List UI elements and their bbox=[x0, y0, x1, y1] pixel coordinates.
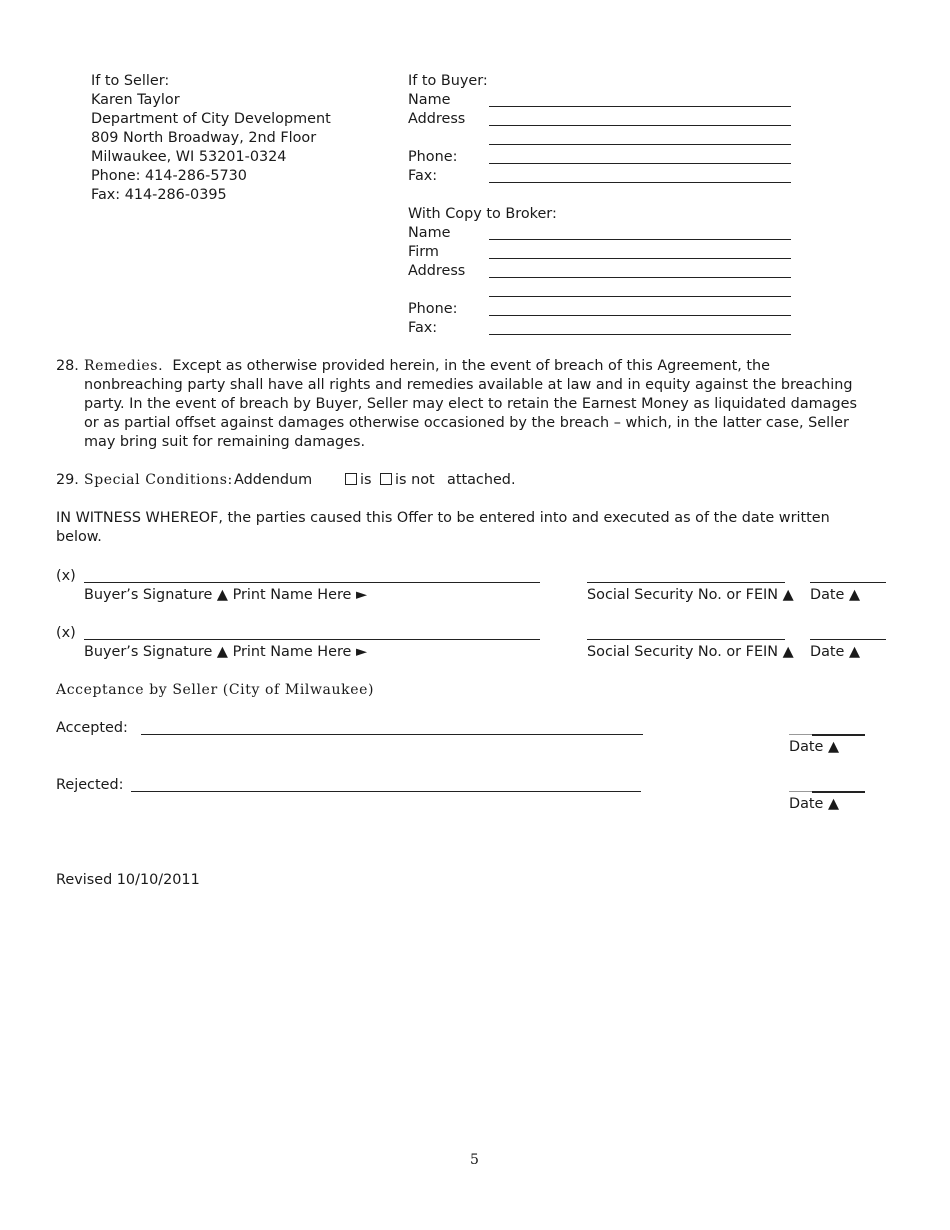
page-number: 5 bbox=[470, 1152, 479, 1168]
accepted-label: Accepted: bbox=[56, 720, 128, 736]
date-field-2[interactable] bbox=[810, 639, 886, 640]
section-29-title: Special Conditions: bbox=[84, 472, 233, 488]
section-28-text-2: nonbreaching party shall have all rights and remedies available at law and in equity against the breaching bbox=[84, 377, 853, 393]
rejected-date-label: Date ▲ bbox=[789, 796, 840, 812]
date-label-2: Date ▲ bbox=[810, 644, 861, 660]
option-is-not-label: is not bbox=[395, 472, 435, 488]
section-28-text-1: Except as otherwise provided herein, in the event of breach of this Agreement, the bbox=[172, 358, 771, 374]
section-29-number: 29. bbox=[56, 472, 79, 488]
broker-heading: With Copy to Broker: bbox=[408, 206, 557, 222]
broker-address-field-2[interactable] bbox=[489, 296, 791, 297]
section-28-first-line bbox=[84, 357, 770, 376]
attached-label: attached. bbox=[447, 472, 516, 488]
buyer-signature-label-1: Buyer’s Signature ▲ Print Name Here ► bbox=[84, 587, 368, 603]
buyer-name-label: Name bbox=[408, 92, 451, 108]
buyer-name-field[interactable] bbox=[489, 106, 791, 107]
section-28-text-5: may bring suit for remaining damages. bbox=[84, 434, 366, 450]
buyer-address-label: Address bbox=[408, 111, 466, 127]
acceptance-heading: Acceptance by Seller (City of Milwaukee) bbox=[56, 682, 375, 698]
rejected-date-field[interactable] bbox=[812, 791, 865, 793]
checkbox-is[interactable] bbox=[345, 473, 357, 485]
addendum-label: Addendum bbox=[234, 472, 313, 488]
date-field-1[interactable] bbox=[810, 582, 886, 583]
accepted-date-field[interactable] bbox=[812, 734, 865, 736]
signature-prefix-2: (x) bbox=[56, 625, 76, 641]
broker-address-field-1[interactable] bbox=[489, 277, 791, 278]
buyer-signature-field-1[interactable] bbox=[84, 582, 540, 583]
broker-name-field[interactable] bbox=[489, 239, 791, 240]
section-28-text-3: party. In the event of breach by Buyer, Seller may elect to retain the Earnest Money as liquidated damages bbox=[84, 396, 857, 412]
seller-fax: Fax: 414-286-0395 bbox=[91, 187, 227, 203]
buyer-heading: If to Buyer: bbox=[408, 73, 488, 89]
ssn-label-2: Social Security No. or FEIN ▲ bbox=[587, 644, 794, 660]
checkbox-is-not[interactable] bbox=[380, 473, 392, 485]
witness-line-2: below. bbox=[56, 529, 102, 545]
broker-phone-field[interactable] bbox=[489, 315, 791, 316]
broker-address-label: Address bbox=[408, 263, 466, 279]
seller-phone: Phone: 414-286-5730 bbox=[91, 168, 247, 184]
buyer-address-field-1[interactable] bbox=[489, 125, 791, 126]
section-28-title: Remedies. bbox=[84, 358, 164, 374]
seller-department: Department of City Development bbox=[91, 111, 331, 127]
buyer-signature-label-2: Buyer’s Signature ▲ Print Name Here ► bbox=[84, 644, 368, 660]
date-label-1: Date ▲ bbox=[810, 587, 861, 603]
section-28-number: 28. bbox=[56, 358, 79, 374]
broker-fax-field[interactable] bbox=[489, 334, 791, 335]
ssn-field-1[interactable] bbox=[587, 582, 785, 583]
seller-city: Milwaukee, WI 53201-0324 bbox=[91, 149, 287, 165]
addendum-is-not-option[interactable] bbox=[380, 471, 435, 490]
accepted-date-label: Date ▲ bbox=[789, 739, 840, 755]
buyer-signature-field-2[interactable] bbox=[84, 639, 540, 640]
witness-line-1: IN WITNESS WHEREOF, the parties caused this Offer to be entered into and executed as of the date written bbox=[56, 510, 830, 526]
section-28-text-4: or as partial offset against damages otherwise occasioned by the breach – which, in the latter case, Seller bbox=[84, 415, 849, 431]
revision-date: Revised 10/10/2011 bbox=[56, 872, 200, 888]
buyer-phone-field[interactable] bbox=[489, 163, 791, 164]
broker-fax-label: Fax: bbox=[408, 320, 438, 336]
seller-heading: If to Seller: bbox=[91, 73, 170, 89]
broker-firm-field[interactable] bbox=[489, 258, 791, 259]
signature-prefix-1: (x) bbox=[56, 568, 76, 584]
ssn-label-1: Social Security No. or FEIN ▲ bbox=[587, 587, 794, 603]
seller-street: 809 North Broadway, 2nd Floor bbox=[91, 130, 317, 146]
addendum-is-option[interactable] bbox=[345, 471, 372, 490]
option-is-label: is bbox=[360, 472, 372, 488]
accepted-signature-field[interactable] bbox=[141, 734, 643, 735]
rejected-label: Rejected: bbox=[56, 777, 124, 793]
seller-contact-name: Karen Taylor bbox=[91, 92, 180, 108]
ssn-field-2[interactable] bbox=[587, 639, 785, 640]
rejected-signature-field[interactable] bbox=[131, 791, 641, 792]
broker-firm-label: Firm bbox=[408, 244, 439, 260]
buyer-fax-field[interactable] bbox=[489, 182, 791, 183]
buyer-phone-label: Phone: bbox=[408, 149, 458, 165]
buyer-fax-label: Fax: bbox=[408, 168, 438, 184]
buyer-address-field-2[interactable] bbox=[489, 144, 791, 145]
broker-name-label: Name bbox=[408, 225, 451, 241]
broker-phone-label: Phone: bbox=[408, 301, 458, 317]
